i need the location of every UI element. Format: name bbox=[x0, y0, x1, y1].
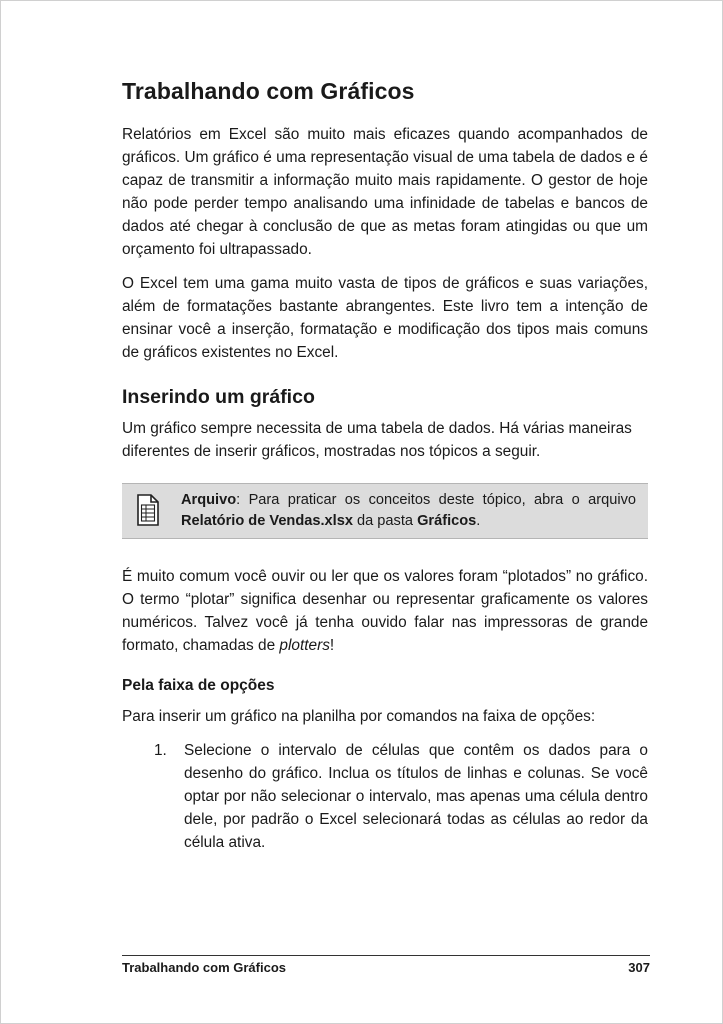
plot-paragraph-end: ! bbox=[329, 637, 335, 654]
steps-list bbox=[122, 739, 648, 854]
note-text-end: . bbox=[476, 513, 481, 529]
page-number: 307 bbox=[628, 960, 650, 975]
plot-paragraph bbox=[122, 565, 648, 657]
page-content bbox=[122, 78, 648, 854]
note-text-part-1: : Para praticar os conceitos deste tópico, abra o arquivo bbox=[236, 492, 636, 508]
page-footer bbox=[122, 955, 650, 975]
file-sheet-icon bbox=[136, 494, 166, 531]
footer-chapter-title: Trabalhando com Gráficos bbox=[122, 960, 286, 975]
intro-paragraph-2: O Excel tem uma gama muito vasta de tipos de gráficos e suas variações, além de formatações bastante abrangentes. Este livro tem a intenção de ensinar você a inserção, formatação e modificação dos tipos mais comuns de gráficos existentes no Excel. bbox=[122, 275, 648, 361]
file-note-text bbox=[181, 490, 636, 532]
step-number: 1. bbox=[154, 742, 167, 759]
section-paragraph: Um gráfico sempre necessita de uma tabela de dados. Há várias maneiras diferentes de inserir gráficos, mostradas nos tópicos a seguir. bbox=[122, 420, 632, 460]
section-title: Inserindo um gráfico bbox=[122, 386, 315, 408]
subsection-intro: Para inserir um gráfico na planilha por comandos na faixa de opções: bbox=[122, 708, 596, 725]
note-folder-name: Gráficos bbox=[417, 513, 477, 529]
plotters-term: plotters bbox=[279, 637, 330, 654]
note-text-part-2: da pasta bbox=[352, 513, 418, 529]
note-file-name: Relatório de Vendas.xlsx bbox=[181, 513, 353, 529]
file-note-box bbox=[122, 483, 648, 539]
subsection-title: Pela faixa de opções bbox=[122, 677, 275, 694]
plot-paragraph-text: É muito comum você ouvir ou ler que os valores foram “plotados” no gráfico. O termo “plotar” significa desenhar ou representar graficamente os valores numéricos. Talvez você já tenha ouvido falar nas impressoras de grande formato, chamadas de bbox=[122, 568, 648, 654]
step-text: Selecione o intervalo de células que contêm os dados para o desenho do gráfico. Inclua os títulos de linhas e colunas. Se você optar por não selecionar o intervalo, mas apenas uma célula dentro dele, por padrão o Excel selecionará todas as células ao redor da célula ativa. bbox=[184, 742, 648, 851]
note-label: Arquivo bbox=[181, 492, 237, 508]
chapter-title: Trabalhando com Gráficos bbox=[122, 78, 415, 104]
intro-paragraph-1: Relatórios em Excel são muito mais eficazes quando acompanhados de gráficos. Um gráfico é uma representação visual de uma tabela de dados e é capaz de transmitir a informação muito mais rapidamente. O gestor de hoje não pode perder tempo analisando uma infinidade de tabelas e bancos de dados até chegar à conclusão de que as metas foram atingidas ou que um orçamento foi ultrapassado. bbox=[122, 126, 648, 258]
step-item bbox=[122, 739, 648, 854]
